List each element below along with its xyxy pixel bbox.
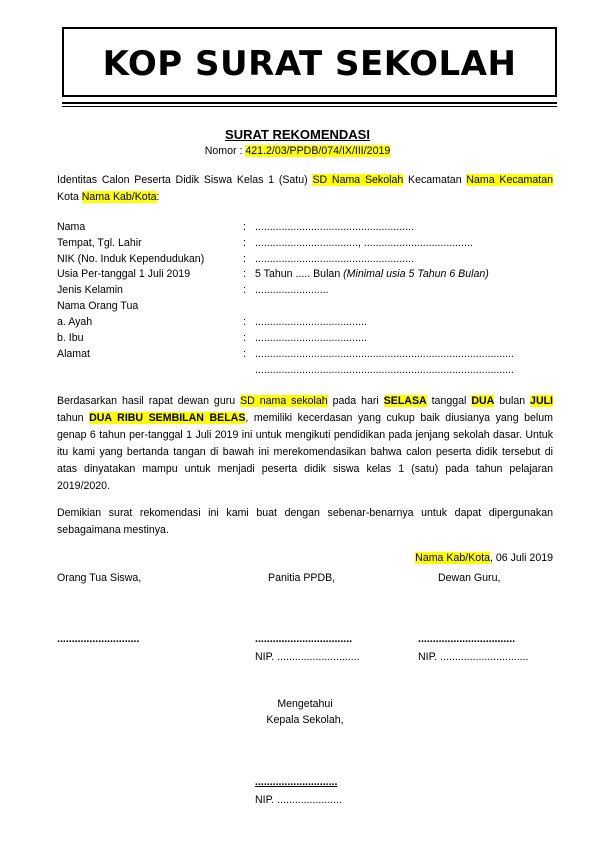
committee-signature-line: ................................. — [255, 633, 353, 645]
body-text: tahun — [57, 412, 90, 424]
letterhead-divider-thick — [62, 102, 557, 104]
field-label: Alamat — [57, 348, 90, 360]
letter-number-value: 421.2/03/PPDB/074/IX/III/2019 — [245, 145, 391, 157]
body-year: DUA RIBU SEMBILAN BELAS — [89, 412, 246, 424]
body-date: DUA — [471, 395, 495, 407]
place-date — [415, 552, 553, 565]
field-colon: : — [243, 332, 246, 344]
body-paragraph-2 — [57, 505, 553, 539]
letterhead-title: KOP SURAT SEKOLAH — [102, 44, 517, 84]
body-text: Demikian surat rekomendasi ini kami buat dengan sebenar-benarnya untuk dapat dipergunakan sebagaimana mestinya. — [57, 507, 553, 536]
field-colon: : — [243, 237, 246, 249]
letter-date: , 06 Juli 2019 — [489, 552, 553, 564]
intro-district-name: Nama Kecamatan — [466, 174, 553, 186]
field-label: a. Ayah — [57, 316, 93, 328]
body-text: pada hari — [327, 395, 384, 407]
intro-text: Identitas Calon Peserta Didik Siswa Kelas 1 (Satu) — [57, 174, 313, 186]
field-label: Jenis Kelamin — [57, 284, 123, 296]
intro-text: : — [156, 191, 160, 203]
letterhead-box — [62, 27, 557, 97]
head-role: Kepala Sekolah, — [266, 714, 344, 726]
field-value: ......................... — [255, 284, 329, 296]
age-value: 5 Tahun ..... Bulan — [255, 268, 344, 280]
letter-number — [0, 145, 595, 158]
field-colon: : — [243, 284, 246, 296]
acknowledged-label: Mengetahui — [277, 698, 333, 710]
teacher-nip: NIP. .............................. — [418, 651, 529, 663]
field-label: Usia Per-tanggal 1 Juli 2019 — [57, 268, 191, 280]
letterhead-divider-thin — [62, 106, 557, 107]
field-label: b. Ibu — [57, 332, 84, 344]
field-colon: : — [243, 316, 246, 328]
age-note: (Minimal usia 5 Tahun 6 Bulan) — [343, 268, 489, 280]
head-signature-line: ............................ — [255, 776, 338, 788]
field-colon: : — [243, 253, 246, 265]
field-value: ........................................................................................ — [255, 348, 515, 360]
head-nip: NIP. ...................... — [255, 794, 342, 806]
teacher-role: Dewan Guru, — [438, 572, 501, 584]
body-text: tanggal — [426, 395, 472, 407]
field-label: NIK (No. Induk Kependudukan) — [57, 253, 205, 265]
field-value — [255, 267, 489, 282]
field-value: ...................................................... — [255, 253, 414, 265]
intro-text: Kecamatan — [403, 174, 467, 186]
field-label: Nama Orang Tua — [57, 300, 139, 312]
field-label: Tempat, Tgl. Lahir — [57, 237, 142, 249]
intro-school-name: SD Nama Sekolah — [312, 174, 404, 186]
body-month: JULI — [530, 395, 554, 407]
intro-text: Kota — [57, 191, 82, 203]
teacher-signature-line: ................................. — [418, 633, 516, 645]
letter-title: SURAT REKOMENDASI — [225, 127, 370, 142]
committee-role: Panitia PPDB, — [268, 572, 336, 584]
intro-city-name: Nama Kab/Kota — [81, 191, 157, 203]
body-day: SELASA — [383, 395, 427, 407]
field-label: Nama — [57, 221, 86, 233]
committee-nip: NIP. ............................ — [255, 651, 360, 663]
field-value: ...................................... — [255, 316, 367, 328]
place-name: Nama Kab/Kota — [415, 552, 490, 564]
body-school-name: SD nama sekolah — [240, 395, 328, 407]
body-paragraph-1 — [57, 393, 553, 495]
field-value: ...................................... — [255, 332, 367, 344]
intro-paragraph — [57, 172, 553, 206]
field-value: ...................................................... — [255, 221, 414, 233]
parent-role: Orang Tua Siswa, — [57, 572, 142, 584]
field-colon: : — [243, 221, 246, 233]
field-value: ........................................................................................ — [255, 364, 515, 376]
body-text: , memiliki kecerdasan yang cukup baik diusianya yang belum genap 6 tahun per-tanggal 1 Juli 2019 ini untuk mengikuti pendidikan pada jenjang sekolah dasar. Untuk itu kami yang bertanda tangan di bawah ini merekomendasikan bahwa calon peserta didik tersebut di atas dinyatakan mampu untuk menjadi peserta didik siswa kelas 1 (satu) pada tahun pelajaran 2019/2020. — [57, 412, 553, 492]
body-text: Berdasarkan hasil rapat dewan guru — [57, 395, 241, 407]
field-colon: : — [243, 268, 246, 280]
letter-number-label: Nomor : — [204, 145, 246, 157]
parent-signature-line: ............................ — [57, 633, 140, 645]
field-colon: : — [243, 348, 246, 360]
body-text: bulan — [494, 395, 531, 407]
field-value: ..................................., ..................................... — [255, 237, 473, 249]
